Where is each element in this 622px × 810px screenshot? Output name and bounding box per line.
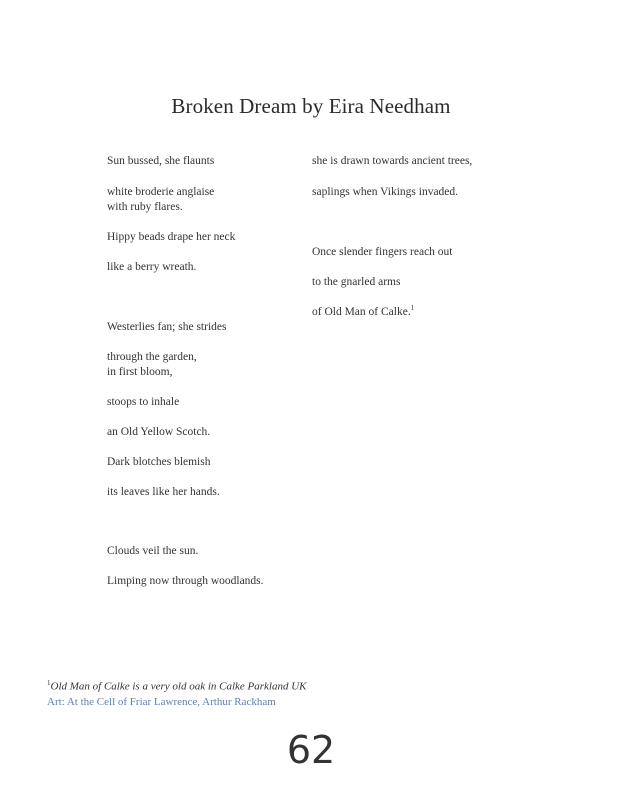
poem-line: saplings when Vikings invaded. xyxy=(312,186,459,198)
footnote-text: Old Man of Calke is a very old oak in Calke Parkland UK xyxy=(50,680,307,693)
poem-line: like a berry wreath. xyxy=(107,261,197,273)
poem-line: she is drawn towards ancient trees, xyxy=(312,155,473,167)
poem-line: stoops to inhale xyxy=(107,396,180,408)
poem-line: Hippy beads drape her neck xyxy=(107,231,236,243)
footnote-marker: 1 xyxy=(47,679,51,687)
poem-line: in first bloom, xyxy=(107,366,173,378)
poem-line: Westerlies fan; she strides xyxy=(107,321,227,333)
footnote-reference: 1 xyxy=(410,304,415,313)
page-number: 62 xyxy=(286,728,336,772)
footnote xyxy=(47,679,307,693)
poem-line: Once slender fingers reach out xyxy=(312,246,453,258)
poem-line: its leaves like her hands. xyxy=(107,486,220,498)
poem-line-text: of Old Man of Calke. xyxy=(312,306,411,318)
poem-line xyxy=(312,305,414,320)
poem-line: an Old Yellow Scotch. xyxy=(107,426,211,438)
poem-line: Clouds veil the sun. xyxy=(107,545,199,557)
poem-line: white broderie anglaise xyxy=(107,186,215,198)
poem-title: Broken Dream by Eira Needham xyxy=(171,94,451,118)
poem-line: Limping now through woodlands. xyxy=(107,575,264,587)
poem-line: Sun bussed, she flaunts xyxy=(107,155,215,167)
poem-line: Dark blotches blemish xyxy=(107,456,211,468)
poem-line: through the garden, xyxy=(107,351,197,363)
poem-line: with ruby flares. xyxy=(107,201,183,213)
poem-line: to the gnarled arms xyxy=(312,276,401,288)
art-credit: Art: At the Cell of Friar Lawrence, Arthur Rackham xyxy=(47,696,276,708)
